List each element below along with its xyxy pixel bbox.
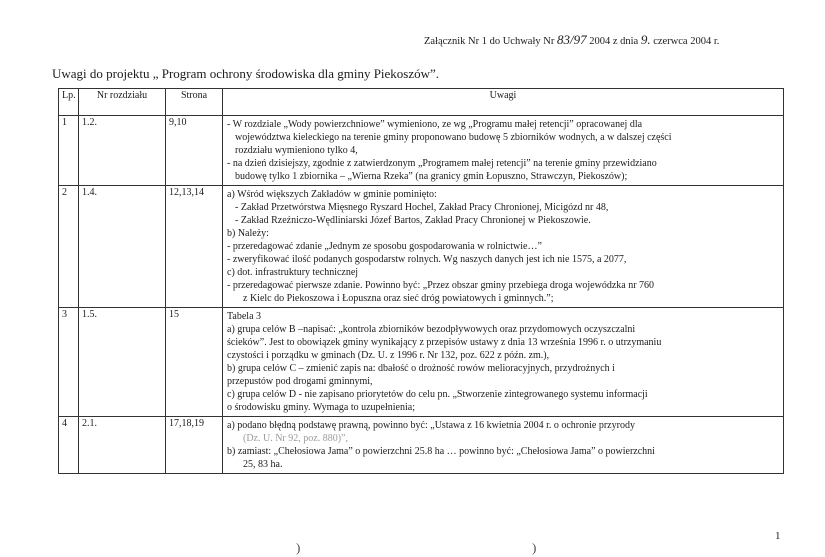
cell-remarks [223, 308, 784, 417]
cell-lp: 4 [59, 417, 79, 474]
remark-line: - przeredagować zdanie „Jednym ze sposobu gospodarowania w rolnictwie…” [227, 241, 542, 252]
cell-page: 12,13,14 [166, 186, 223, 308]
footer-mark-left: ) [296, 540, 301, 555]
resolution-day: 9. [640, 32, 651, 47]
remark-line: 25, 83 ha. [243, 459, 283, 470]
remark-line: b) Należy: [227, 228, 269, 239]
header-page: Strona [166, 89, 223, 116]
remarks-table [58, 88, 784, 474]
remark-line: rozdziału wymieniono tylko 4, [235, 145, 358, 156]
remark-line: c) dot. infrastruktury technicznej [227, 267, 359, 278]
annex-header [424, 32, 719, 48]
document-title: Uwagi do projektu „ Program ochrony środowiska dla gminy Piekoszów”. [52, 66, 440, 81]
remark-line: b) grupa celów C – zmienić zapis na: dbałość o drożność rowów melioracyjnych, przydrożnych i [227, 363, 615, 374]
cell-chapter: 2.1. [79, 417, 166, 474]
remark-line: a) grupa celów B –napisać: „kontrola zbiorników bezodpływowych oraz przydomowych oczyszczalni [227, 324, 636, 335]
table-header-row [59, 89, 784, 116]
cell-lp: 3 [59, 308, 79, 417]
remark-line: budowę tylko 1 zbiornika – „Wierna Rzeka” (na granicy gmin Łopuszno, Strawczyn, Piekoszów); [235, 171, 628, 182]
header-lp: Lp. [59, 89, 79, 116]
page-number: 1 [775, 530, 781, 542]
table-row [59, 417, 784, 474]
annex-middle: 2004 z dnia [589, 36, 639, 47]
annex-prefix: Załącznik Nr 1 do Uchwały Nr [424, 36, 555, 47]
cell-chapter: 1.2. [79, 116, 166, 186]
header-remarks: Uwagi [223, 89, 784, 116]
remark-line: - Zakład Przetwórstwa Mięsnego Ryszard Hochel, Zakład Pracy Chronionej, Micigózd nr 48, [235, 202, 609, 213]
table-row [59, 116, 784, 186]
remark-line: o środowisku gminy. Wymaga to uzupełnienia; [227, 402, 415, 413]
header-chapter: Nr rozdziału [79, 89, 166, 116]
table-row [59, 186, 784, 308]
remark-line: Tabela 3 [227, 311, 262, 322]
cell-chapter: 1.4. [79, 186, 166, 308]
annex-suffix: czerwca 2004 r. [653, 36, 720, 47]
remark-line: z Kielc do Piekoszowa i Łopuszna oraz sieć dróg powiatowych i gminnych.”; [243, 293, 554, 304]
remark-line: a) podano błędną podstawę prawną, powinno być: „Ustawa z 16 kwietnia 2004 r. o ochronie przyrody [227, 420, 635, 431]
remark-line: - zweryfikować ilość podanych gospodarstw rolnych. Wg naszych danych jest ich nie 1575, a 2077, [227, 254, 627, 265]
remark-line: przepustów pod drogami gminnymi, [227, 376, 373, 387]
remark-line: czystości i porządku w gminach (Dz. U. z 1996 r. Nr 132, poz. 622 z późn. zm.), [227, 350, 550, 361]
cell-remarks [223, 116, 784, 186]
remark-line: - Zakład Rzeźniczo-Wędliniarski Józef Bartos, Zakład Pracy Chronionej w Piekoszowie. [235, 215, 591, 226]
remark-line: c) grupa celów D - nie zapisano priorytetów do celu pn. „Stworzenie zintegrowanego systemu informacji [227, 389, 648, 400]
cell-remarks [223, 186, 784, 308]
cell-remarks [223, 417, 784, 474]
cell-lp: 2 [59, 186, 79, 308]
footer-mark-right: ) [532, 540, 537, 555]
cell-lp: 1 [59, 116, 79, 186]
remark-line: - W rozdziale „Wody powierzchniowe” wymieniono, ze wg „Programu małej retencji” opracowanej dla [227, 119, 643, 130]
remark-line: województwa kieleckiego na terenie gminy proponowano budowę 5 zbiorników wodnych, a w dalszej części [235, 132, 672, 143]
cell-page: 9,10 [166, 116, 223, 186]
remark-line: ścieków”. Jest to obowiązek gminy wynikający z przepisów ustawy z dnia 13 września 1996 r. o utrzymaniu [227, 337, 662, 348]
remark-line: (Dz. U. Nr 92, poz. 880)”, [243, 433, 348, 444]
remark-line: - przeredagować pierwsze zdanie. Powinno być: „Przez obszar gminy przebiega droga wojewódzka nr 760 [227, 280, 655, 291]
cell-chapter: 1.5. [79, 308, 166, 417]
cell-page: 15 [166, 308, 223, 417]
remark-line: a) Wśród większych Zakładów w gminie pominięto: [227, 189, 437, 200]
table-row [59, 308, 784, 417]
remark-line: - na dzień dzisiejszy, zgodnie z zatwierdzonym „Programem małej retencji” na terenie gminy przewidziano [227, 158, 657, 169]
remark-line: b) zamiast: „Chełosiowa Jama” o powierzchni 25.8 ha … powinno być: „Chełosiowa Jama” o powierzchni [227, 446, 655, 457]
resolution-number: 83/97 [556, 32, 587, 47]
cell-page: 17,18,19 [166, 417, 223, 474]
